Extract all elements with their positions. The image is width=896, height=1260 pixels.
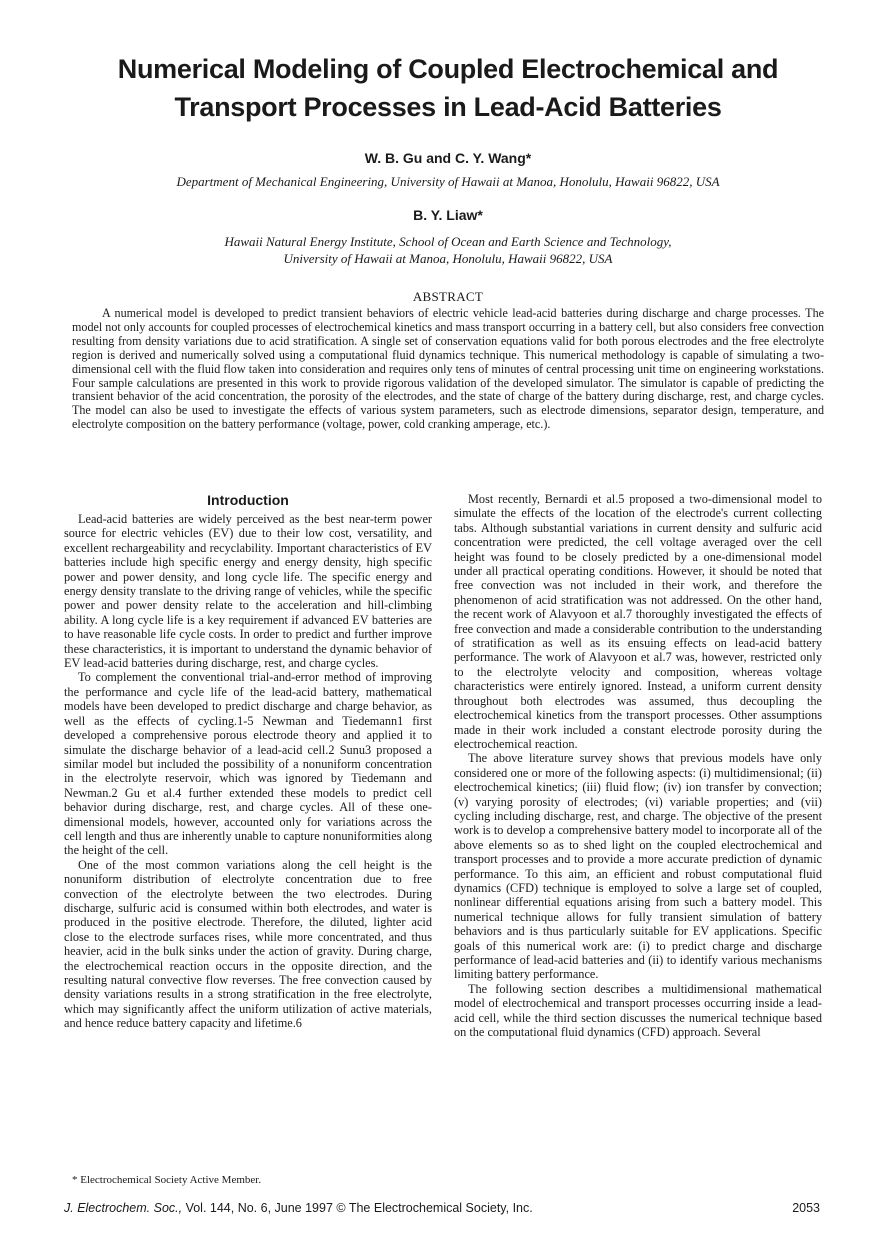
affiliation-2-line-1: Hawaii Natural Energy Institute, School of Ocean and Earth Science and Technology, — [224, 234, 672, 249]
footer-journal: J. Electrochem. Soc., — [64, 1201, 183, 1215]
author-line-1: W. B. Gu and C. Y. Wang* — [364, 150, 532, 166]
affiliation-1: Department of Mechanical Engineering, University of Hawaii at Manoa, Honolulu, Hawaii 96822, USA — [176, 174, 720, 189]
footer-citation: Vol. 144, No. 6, June 1997 © The Electrochemical Society, Inc. — [182, 1201, 533, 1215]
abstract-heading: ABSTRACT — [412, 289, 484, 304]
page-footer — [64, 1201, 820, 1215]
paragraph: The following section describes a multidimensional mathematical model of electrochemical and transport processes occurring inside a lead-acid cell, while the third section discusses the numerical technique based on the computational fluid dynamics (CFD) approach. Several — [454, 981, 822, 1040]
right-column — [454, 492, 822, 1039]
abstract-text: A numerical model is developed to predict transient behaviors of electric vehicle lead-acid batteries during discharge and charge processes. The model not only accounts for coupled processes of electrochemical kinetics and mass transport occurring in a battery cell, but also considers free convection resulting from density variations due to acid stratification. A single set of conservation equations valid for both porous electrodes and the free electrolyte region is derived and numerically solved using a computational fluid dynamics technique. This numerical methodology is capable of simulating a two-dimensional cell with the fluid flow taken into consideration and requires only tens of minutes of central processing unit time on engineering workstations. Four sample calculations are presented in this work to provide rigorous validation of the developed simulator. The simulator is capable of predicting the transient behavior of the acid concentration, the porosity of the electrodes, and the state of charge of the battery during discharge, rest, and charge cycles. The model can also be used to investigate the effects of various system parameters, such as electrode dimensions, separator design, temperature, and electrolyte composition on the battery performance (voltage, power, cold cranking amperage, etc.). — [72, 306, 824, 432]
paragraph: Most recently, Bernardi et al.5 proposed a two-dimensional model to simulate the effects of the location of the electrode's current collecting tabs. Although substantial variations in current density and sulfuric acid concentration were predicted, the cell voltage averaged over the cell height was found to be closely predicted by a one-dimensional model under all practical operating conditions. However, it should be noted that free convection was not included in their work, and therefore the phenomenon of acid stratification was not addressed. On the other hand, the recent work of Alavyoon et al.7 thoroughly investigated the effects of free convection and made a considerable contribution to the understanding of stratification as well as its ensuing effects on lead-acid battery performance. The work of Alavyoon et al.7 was, however, restricted only to the electrolyte velocity and composition, whereas voltage characteristics were entirely ignored. Instead, a uniform current density throughout both electrodes was assumed, thus decoupling the electrochemical kinetics from the transport processes. Other assumptions made in their work included a constant electrode porosity during the electrochemical reaction. — [454, 492, 822, 751]
introduction-heading: Introduction — [207, 492, 289, 508]
paragraph: To complement the conventional trial-and-error method of improving the performance and cycle life of the lead-acid battery, mathematical models have been developed to predict discharge and charge behavior, as well as the effects of cycling.1-5 Newman and Tiedemann1 first developed a comprehensive porous electrode theory and applied it to simulate the discharge behavior of a lead-acid cell.2 Sunu3 proposed a similar model but included the possibility of a nonuniform concentration in the electrolyte reservoir, which was ignored by Tiedemann and Newman.2 Gu et al.4 further extended these models to predict cell behavior during discharge, rest, and charge cycles. All of these one-dimensional models, however, accounted only for variations across the cell length and thus are inherently unable to capture nonuniformities along the height of the cell. — [64, 670, 432, 858]
affiliation-2-line-2: University of Hawaii at Manoa, Honolulu, Hawaii 96822, USA — [283, 251, 613, 266]
affiliation-2 — [60, 233, 836, 267]
page-number: 2053 — [792, 1201, 820, 1215]
paper-title: Numerical Modeling of Coupled Electrochemical and Transport Processes in Lead-Acid Batteries — [117, 54, 779, 122]
footnote: * Electrochemical Society Active Member. — [72, 1174, 262, 1186]
paragraph: The above literature survey shows that previous models have only considered one or more of the following aspects: (i) multidimensional; (ii) electrochemical kinetics; (iii) fluid flow; (iv) ion transfer by convection; (v) varying porosity of electrodes; (vi) variable properties; and (vii) cycling including discharge, rest, and charge. The objective of the present work is to develop a comprehensive battery model to incorporate all of the above elements so as to shed light on the coupled electrochemical and transport processes and to provide a more accurate prediction of dynamic performance. To this aim, an efficient and robust computational fluid dynamics (CFD) technique is employed to solve a large set of coupled, nonlinear differential equations arising from such a battery model. This numerical technique allows for fully transient simulation of battery behaviors and is thus particularly suitable for EV applications. Specific goals of this numerical work are: (i) to predict charge and discharge performance of lead-acid batteries and (ii) to identify various mechanisms limiting battery performance. — [454, 751, 822, 982]
left-column — [64, 492, 432, 1031]
author-line-2: B. Y. Liaw* — [413, 207, 483, 223]
paragraph: One of the most common variations along the cell height is the nonuniform distribution of electrolyte concentration due to free convection of the electrolyte between the two electrodes. During discharge, sulfuric acid is consumed within both electrodes, and water is produced in the positive electrode. Therefore, the diluted, lighter acid close to the electrode surfaces rises, while more concentrated, and thus heavier, acid in the bulk sinks under the action of gravity. During charge, the electrochemical reaction occurs in the opposite direction, and the resulting natural convective flow reverses. The free convection caused by density variations results in a strong stratification in the free electrolyte, which may significantly affect the uniform utilization of active materials, and hence reduce battery capacity and lifetime.6 — [64, 857, 432, 1031]
paragraph: Lead-acid batteries are widely perceived as the best near-term power source for electric vehicles (EV) due to their low cost, versatility, and excellent rechargeability and recyclability. Important characteristics of EV batteries include high specific energy and energy density, high specific power and power density, and long cycle life. The specific energy and energy density translate to the driving range of vehicles, while the specific power and power density relate to the acceleration and hill-climbing ability. A long cycle life is a key requirement if advanced EV batteries are to have reasonable life cycle costs. In order to predict and further improve these characteristics, it is important to understand the dynamic behavior of EV lead-acid batteries during discharge, rest, and charge cycles. — [64, 512, 432, 671]
